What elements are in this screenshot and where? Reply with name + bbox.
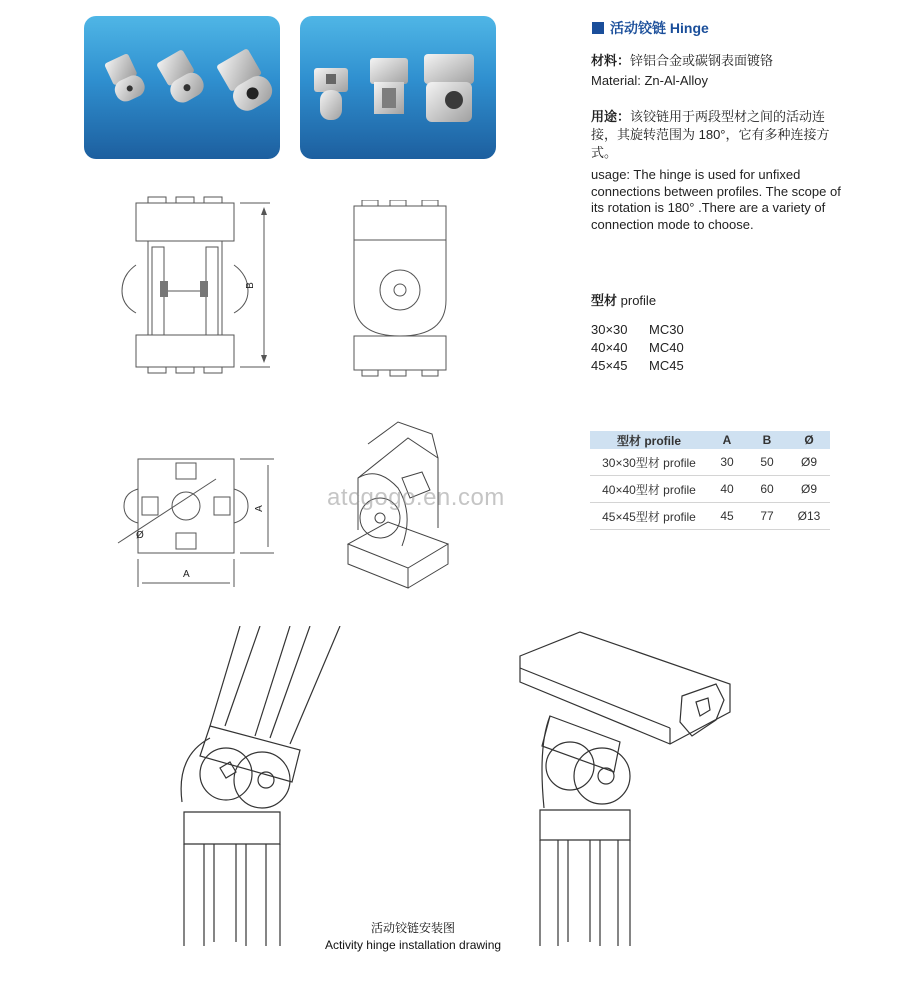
installation-caption <box>300 919 526 952</box>
profile-en-label: profile <box>620 293 657 308</box>
caption-cn: 活动铰链安装图 <box>370 921 455 935</box>
usage-cn-label: 用途： <box>591 109 631 124</box>
profile-list <box>591 321 684 375</box>
table-cell: 30 <box>708 449 746 476</box>
section-heading <box>592 18 709 38</box>
watermark: atcgogo.en.com <box>327 484 505 511</box>
profile-cn-label: 型材 <box>591 293 618 308</box>
table-cell: 50 <box>746 449 788 476</box>
profile-heading <box>591 293 656 310</box>
installation-drawing-left <box>170 626 370 948</box>
dimension-label-a-side: A <box>253 505 265 512</box>
hinge-side-view-drawing <box>350 200 450 382</box>
table-cell: 77 <box>746 503 788 530</box>
dimension-label-b: B <box>244 282 256 289</box>
material-en: Material: Zn-Al-Alloy <box>591 72 709 88</box>
table-row <box>590 449 830 476</box>
table-cell: Ø9 <box>788 449 830 476</box>
table-cell: 45 <box>708 503 746 530</box>
material-block <box>591 53 841 89</box>
table-row <box>590 476 830 503</box>
dimension-label-a-bottom: A <box>183 569 190 580</box>
heading-en: Hinge <box>669 20 709 36</box>
table-header-cell: 型材 profile <box>590 431 708 449</box>
usage-cn-block <box>591 108 833 162</box>
spec-table <box>590 431 830 530</box>
table-cell: 40 <box>708 476 746 503</box>
usage-en-block: usage: The hinge is used for unfixed connections between profiles. The scope of its rotation is 180° .There are a variety of connection mode to choose. <box>591 167 841 232</box>
table-cell: 60 <box>746 476 788 503</box>
table-header-row <box>590 431 830 449</box>
heading-cn: 活动铰链 <box>610 20 666 36</box>
table-cell: 30×30型材 profile <box>590 449 708 476</box>
material-cn-label: 材料： <box>591 53 631 68</box>
caption-en: Activity hinge installation drawing <box>324 938 502 952</box>
table-header-cell: Ø <box>788 431 830 449</box>
table-cell: 45×45型材 profile <box>590 503 708 530</box>
heading-square-icon <box>592 22 604 34</box>
product-photo-angled <box>84 16 280 159</box>
table-header-cell: B <box>746 431 788 449</box>
profile-item: 30×30 MC30 <box>591 322 684 337</box>
profile-item: 45×45 MC45 <box>591 358 684 373</box>
table-cell: 40×40型材 profile <box>590 476 708 503</box>
profile-item: 40×40 MC40 <box>591 340 684 355</box>
hinge-front-view-drawing <box>100 195 290 385</box>
hinge-end-view-drawing <box>108 455 278 590</box>
material-cn-text: 锌铝合金或碳钢表面镀铬 <box>630 53 774 68</box>
installation-drawing-right <box>510 626 740 948</box>
usage-cn-text: 该铰链用于两段型材之间的活动连接，其旋转范围为 180°，它有多种连接方式。 <box>591 109 830 160</box>
table-cell: Ø13 <box>788 503 830 530</box>
table-cell: Ø9 <box>788 476 830 503</box>
table-row <box>590 503 830 530</box>
dimension-label-phi: Ø <box>136 530 144 541</box>
product-photo-front <box>300 16 496 159</box>
table-header-cell: A <box>708 431 746 449</box>
